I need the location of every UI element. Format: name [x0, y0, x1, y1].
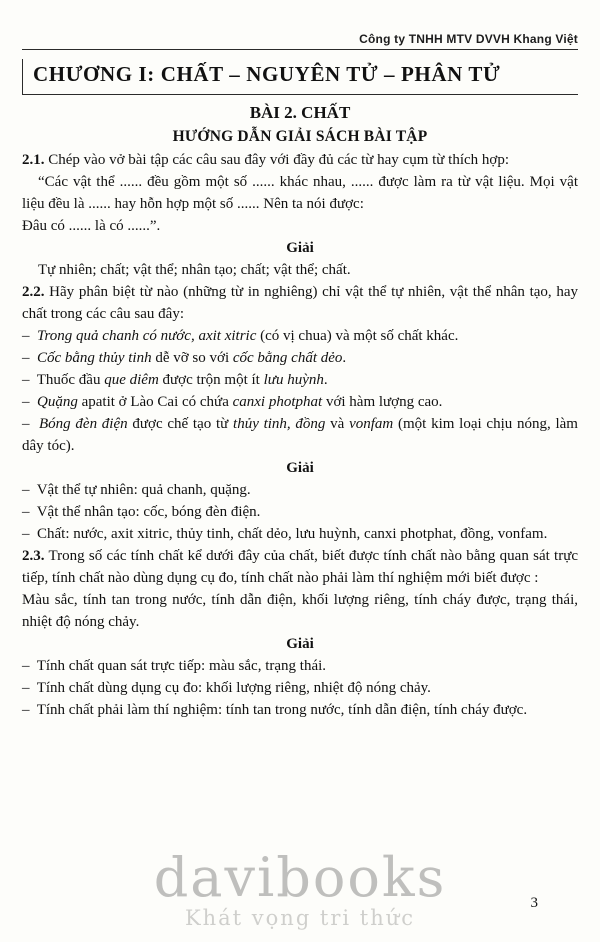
answer-observe: – Tính chất quan sát trực tiếp: màu sắc, trạng thái. [22, 658, 327, 674]
answer-experiment: – Tính chất phải làm thí nghiệm: tính tan trong nước, tính dẫn điện, tính cháy được. [22, 702, 528, 718]
section-title: HƯỚNG DẪN GIẢI SÁCH BÀI TẬP [172, 128, 428, 145]
watermark-subtext: Khát vọng tri thức [184, 906, 416, 930]
header-rule [22, 49, 578, 50]
example-glass: – Cốc bằng thủy tinh dễ vỡ so với cốc bằng chất dẻo. [22, 350, 347, 366]
answer-measure: – Tính chất dùng dụng cụ đo: khối lượng riêng, nhiệt độ nóng chảy. [22, 680, 431, 696]
exercise-2-3-prompt: 2.3. Trong số các tính chất kể dưới đây của chất, biết được tính chất nào bằng quan sát trực tiếp, tính chất nào dùng dụng cụ đo, tính chất nào phải làm thí nghiệm mới biết được : [22, 548, 578, 586]
watermark [0, 846, 600, 930]
answer-manmade-objects: – Vật thể nhân tạo: cốc, bóng đèn điện. [22, 504, 261, 520]
chapter-title: CHƯƠNG I: CHẤT – NGUYÊN TỬ – PHÂN TỬ [22, 59, 578, 95]
watermark-text: davibooks [153, 846, 447, 909]
example-apatite: – Quặng apatit ở Lào Cai có chứa canxi photphat với hàm lượng cao. [22, 394, 443, 410]
document-content [22, 149, 578, 721]
exercise-2-2-prompt: 2.2. Hãy phân biệt từ nào (những từ in nghiêng) chỉ vật thể tự nhiên, vật thể nhân tạo, hay chất trong các câu sau đây: [22, 284, 578, 322]
page-header [22, 0, 578, 46]
fill-in-text: “Các vật thể ...... đều gồm một số ...... khác nhau, ...... được làm ra từ vật liệu. Mọi vật liệu đều là ...... hay hỗn hợp một số ...... Nên ta nói được: [22, 174, 578, 212]
answer-natural-objects: – Vật thể tự nhiên: quả chanh, quặng. [22, 482, 251, 498]
exercise-2-1-prompt: 2.1. Chép vào vở bài tập các câu sau đây với đầy đủ các từ hay cụm từ thích hợp: [22, 152, 509, 168]
properties-list: Màu sắc, tính tan trong nước, tính dẫn điện, khối lượng riêng, tính cháy được, trạng thái, nhiệt độ nóng chảy. [22, 592, 578, 630]
page-number: 3 [530, 895, 538, 911]
publisher-name: Công ty TNHH MTV DVVH Khang Việt [359, 32, 578, 46]
answer-2-1: Tự nhiên; chất; vật thể; nhân tạo; chất; vật thể; chất. [38, 262, 351, 278]
answer-substances: – Chất: nước, axit xitric, thủy tinh, chất dẻo, lưu huỳnh, canxi photphat, đồng, vonfam. [22, 526, 548, 542]
example-match: – Thuốc đầu que diêm được trộn một ít lưu huỳnh. [22, 372, 328, 388]
example-bulb: – Bóng đèn điện được chế tạo từ thủy tinh, đồng và vonfam (một kim loại chịu nóng, làm dây tóc). [22, 416, 578, 454]
example-lemon: – Trong quả chanh có nước, axit xitric (có vị chua) và một số chất khác. [22, 328, 459, 344]
giai-heading: Giải [286, 636, 314, 652]
giai-heading: Giải [286, 460, 314, 476]
giai-heading: Giải [286, 240, 314, 256]
fill-in-text-2: Đâu có ...... là có ......”. [22, 218, 161, 234]
lesson-title: BÀI 2. CHẤT [249, 103, 351, 122]
